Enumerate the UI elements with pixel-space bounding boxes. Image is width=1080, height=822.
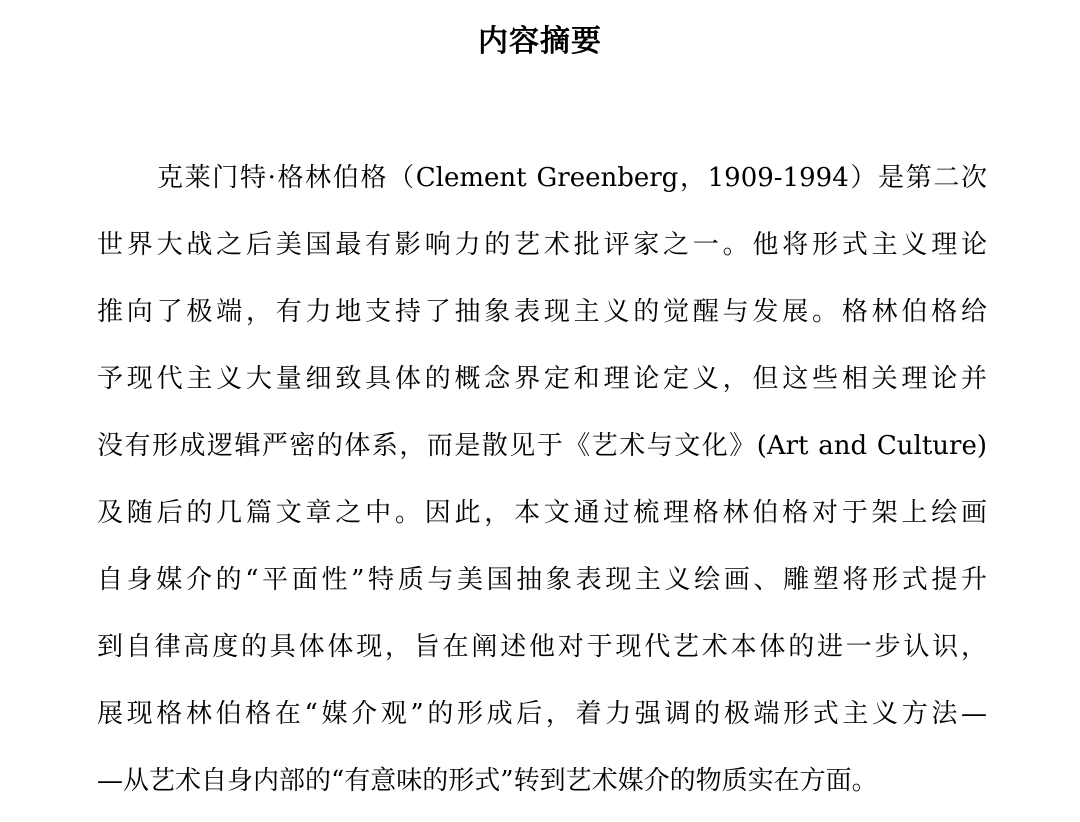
- text-line: 推向了极端，有力地支持了抽象表现主义的觉醒与发展。格林伯格给: [97, 297, 987, 327]
- abstract-body: [97, 152, 987, 822]
- text-line: 自身媒介的“平面性”特质与美国抽象表现主义绘画、雕塑将形式提升: [97, 565, 987, 595]
- text-line: 没有形成逻辑严密的体系，而是散见于《艺术与文化》(Art and Culture): [97, 431, 987, 461]
- text-line: 予现代主义大量细致具体的概念界定和理论定义，但这些相关理论并: [97, 364, 987, 394]
- text-line: —从艺术自身内部的“有意味的形式”转到艺术媒介的物质实在方面。: [97, 766, 878, 796]
- text-line: 及随后的几篇文章之中。因此，本文通过梳理格林伯格对于架上绘画: [97, 498, 987, 528]
- text-line: 克莱门特·格林伯格（Clement Greenberg，1909-1994）是第二次: [157, 163, 987, 193]
- page-title: 内容摘要: [478, 24, 602, 59]
- text-line: 世界大战之后美国最有影响力的艺术批评家之一。他将形式主义理论: [97, 230, 987, 260]
- text-line: 到自律高度的具体体现，旨在阐述他对于现代艺术本体的进一步认识，: [97, 632, 987, 662]
- text-line: 展现格林伯格在“媒介观”的形成后，着力强调的极端形式主义方法—: [97, 699, 987, 729]
